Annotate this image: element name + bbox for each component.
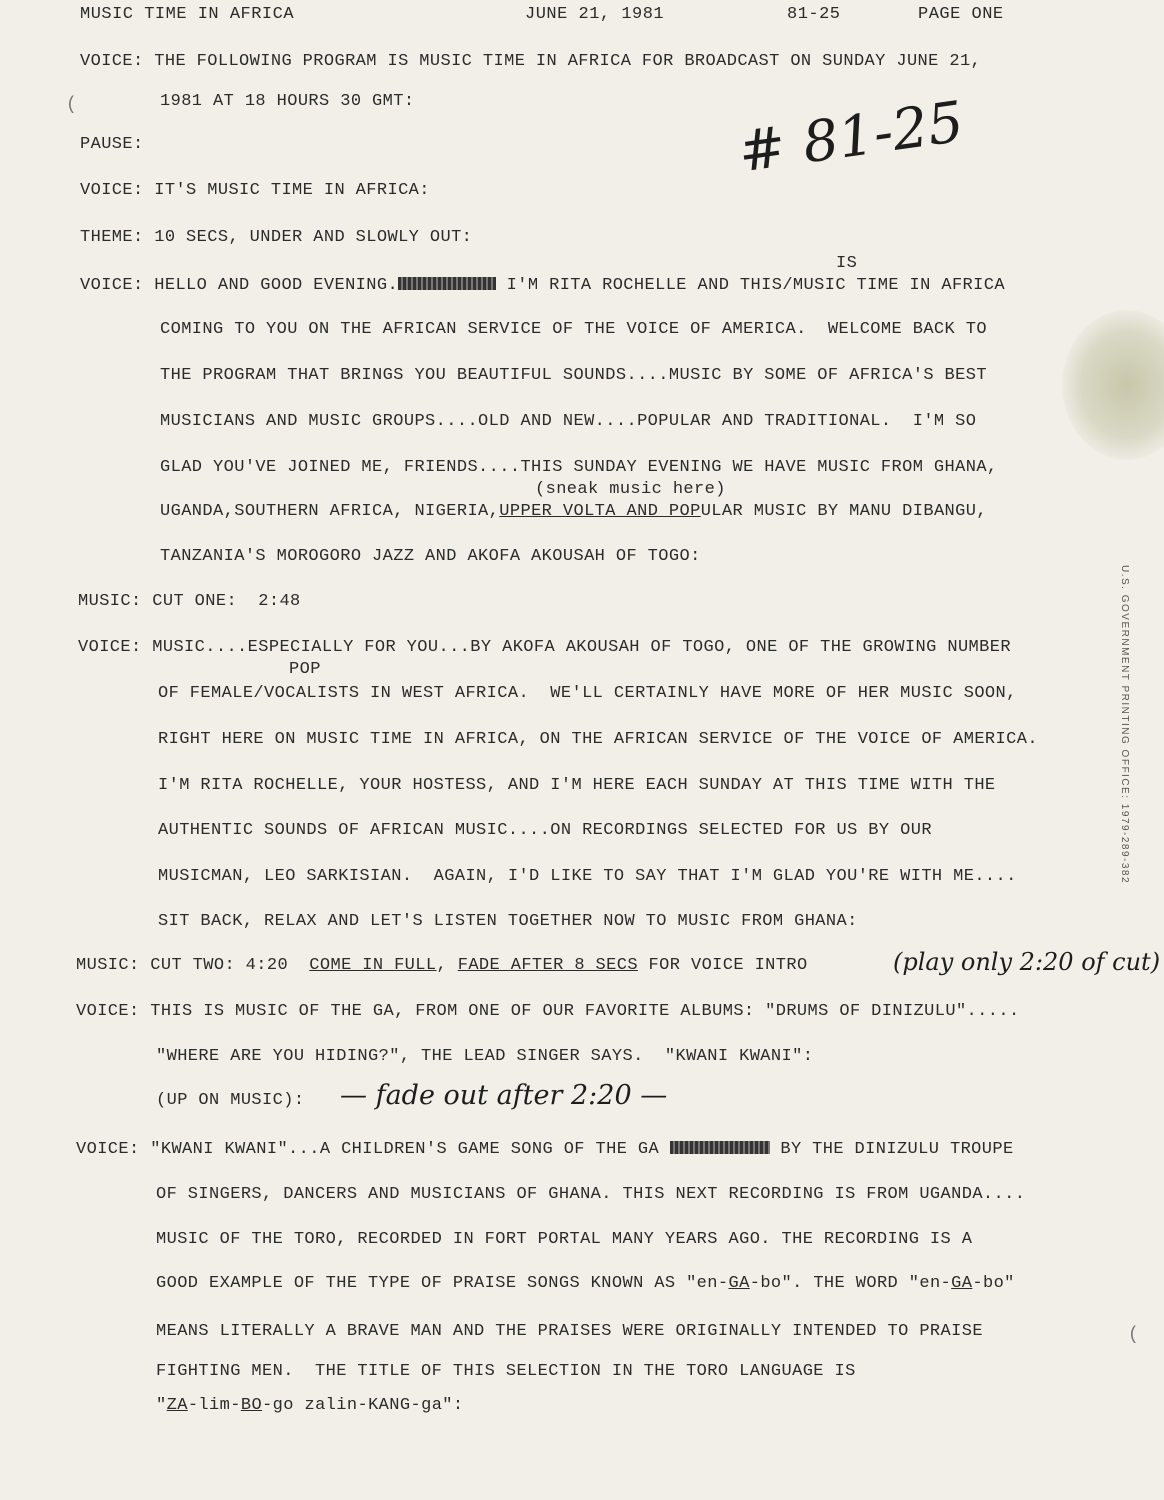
struck-out-text — [398, 277, 496, 290]
script-line: I'M RITA ROCHELLE, YOUR HOSTESS, AND I'M HERE EACH SUNDAY AT THIS TIME WITH THE — [158, 776, 996, 795]
script-line: (UP ON MUSIC): — [156, 1091, 305, 1110]
script-line: "WHERE ARE YOU HIDING?", THE LEAD SINGER SAYS. "KWANI KWANI": — [156, 1047, 814, 1066]
inserted-note: (sneak music here) — [535, 480, 726, 499]
script-line: MUSIC: CUT ONE: 2:48 — [78, 592, 301, 611]
inserted-word: POP — [289, 660, 321, 679]
script-line: VOICE: MUSIC....ESPECIALLY FOR YOU...BY AKOFA AKOUSAH OF TOGO, ONE OF THE GROWING NUMBER — [78, 638, 1011, 657]
header-page: PAGE ONE — [918, 5, 1004, 24]
script-line: UGANDA,SOUTHERN AFRICA, NIGERIA,UPPER VOLTA AND POPULAR MUSIC BY MANU DIBANGU, — [160, 502, 987, 521]
script-line: COMING TO YOU ON THE AFRICAN SERVICE OF THE VOICE OF AMERICA. WELCOME BACK TO — [160, 320, 987, 339]
script-line: 1981 AT 18 HOURS 30 GMT: — [160, 92, 415, 111]
handwritten-number: # 81-25 — [734, 89, 968, 186]
script-line: VOICE: THE FOLLOWING PROGRAM IS MUSIC TIME IN AFRICA FOR BROADCAST ON SUNDAY JUNE 21, — [80, 52, 982, 71]
handwritten-note: (play only 2:20 of cut) — [893, 948, 1161, 976]
script-line: VOICE: THIS IS MUSIC OF THE GA, FROM ONE OF OUR FAVORITE ALBUMS: "DRUMS OF DINIZULU"..... — [76, 1002, 1020, 1021]
struck-out-text — [670, 1141, 770, 1154]
script-line: OF FEMALE/VOCALISTS IN WEST AFRICA. WE'LL CERTAINLY HAVE MORE OF HER MUSIC SOON, — [158, 684, 1017, 703]
header-program: MUSIC TIME IN AFRICA — [80, 5, 295, 24]
inserted-word: IS — [836, 254, 858, 273]
script-line: THE PROGRAM THAT BRINGS YOU BEAUTIFUL SOUNDS....MUSIC BY SOME OF AFRICA'S BEST — [160, 366, 987, 385]
margin-mark: ( — [1128, 1325, 1139, 1345]
script-line: OF SINGERS, DANCERS AND MUSICIANS OF GHANA. THIS NEXT RECORDING IS FROM UGANDA.... — [156, 1185, 1026, 1204]
script-line: GOOD EXAMPLE OF THE TYPE OF PRAISE SONGS KNOWN AS "en-GA-bo". THE WORD "en-GA-bo" — [156, 1274, 1015, 1293]
script-line: SIT BACK, RELAX AND LET'S LISTEN TOGETHER NOW TO MUSIC FROM GHANA: — [158, 912, 858, 931]
script-line: VOICE: "KWANI KWANI"...A CHILDREN'S GAME SONG OF THE GA BY THE DINIZULU TROUPE — [76, 1140, 1014, 1159]
script-line: FIGHTING MEN. THE TITLE OF THIS SELECTION IN THE TORO LANGUAGE IS — [156, 1362, 856, 1381]
script-line: GLAD YOU'VE JOINED ME, FRIENDS....THIS SUNDAY EVENING WE HAVE MUSIC FROM GHANA, — [160, 458, 998, 477]
pause-label: PAUSE: — [80, 135, 144, 154]
script-line: VOICE: HELLO AND GOOD EVENING. I'M RITA ROCHELLE AND THIS/MUSIC TIME IN AFRICA — [80, 276, 1005, 295]
script-line: MUSIC OF THE TORO, RECORDED IN FORT PORTAL MANY YEARS AGO. THE RECORDING IS A — [156, 1230, 973, 1249]
header-code: 81-25 — [787, 5, 841, 24]
script-line: AUTHENTIC SOUNDS OF AFRICAN MUSIC....ON RECORDINGS SELECTED FOR US BY OUR — [158, 821, 932, 840]
printer-note: U.S. GOVERNMENT PRINTING OFFICE: 1979-289-382 — [1119, 565, 1130, 885]
script-line: "ZA-lim-BO-go zalin-KANG-ga": — [156, 1396, 464, 1415]
script-line: MUSICIANS AND MUSIC GROUPS....OLD AND NEW....POPULAR AND TRADITIONAL. I'M SO — [160, 412, 977, 431]
script-line: MUSICMAN, LEO SARKISIAN. AGAIN, I'D LIKE TO SAY THAT I'M GLAD YOU'RE WITH ME.... — [158, 867, 1017, 886]
handwritten-note: — fade out after 2:20 — — [340, 1080, 668, 1111]
script-line: TANZANIA'S MOROGORO JAZZ AND AKOFA AKOUSAH OF TOGO: — [160, 547, 701, 566]
margin-mark: ( — [66, 95, 77, 115]
script-line: RIGHT HERE ON MUSIC TIME IN AFRICA, ON THE AFRICAN SERVICE OF THE VOICE OF AMERICA. — [158, 730, 1038, 749]
script-line: THEME: 10 SECS, UNDER AND SLOWLY OUT: — [80, 228, 473, 247]
script-line: MUSIC: CUT TWO: 4:20 COME IN FULL, FADE AFTER 8 SECS FOR VOICE INTRO — [76, 956, 808, 975]
header-date: JUNE 21, 1981 — [525, 5, 665, 24]
water-stain — [1062, 310, 1164, 460]
script-line: MEANS LITERALLY A BRAVE MAN AND THE PRAISES WERE ORIGINALLY INTENDED TO PRAISE — [156, 1322, 983, 1341]
script-line: VOICE: IT'S MUSIC TIME IN AFRICA: — [80, 181, 430, 200]
voice-label: VOICE: — [80, 52, 144, 71]
